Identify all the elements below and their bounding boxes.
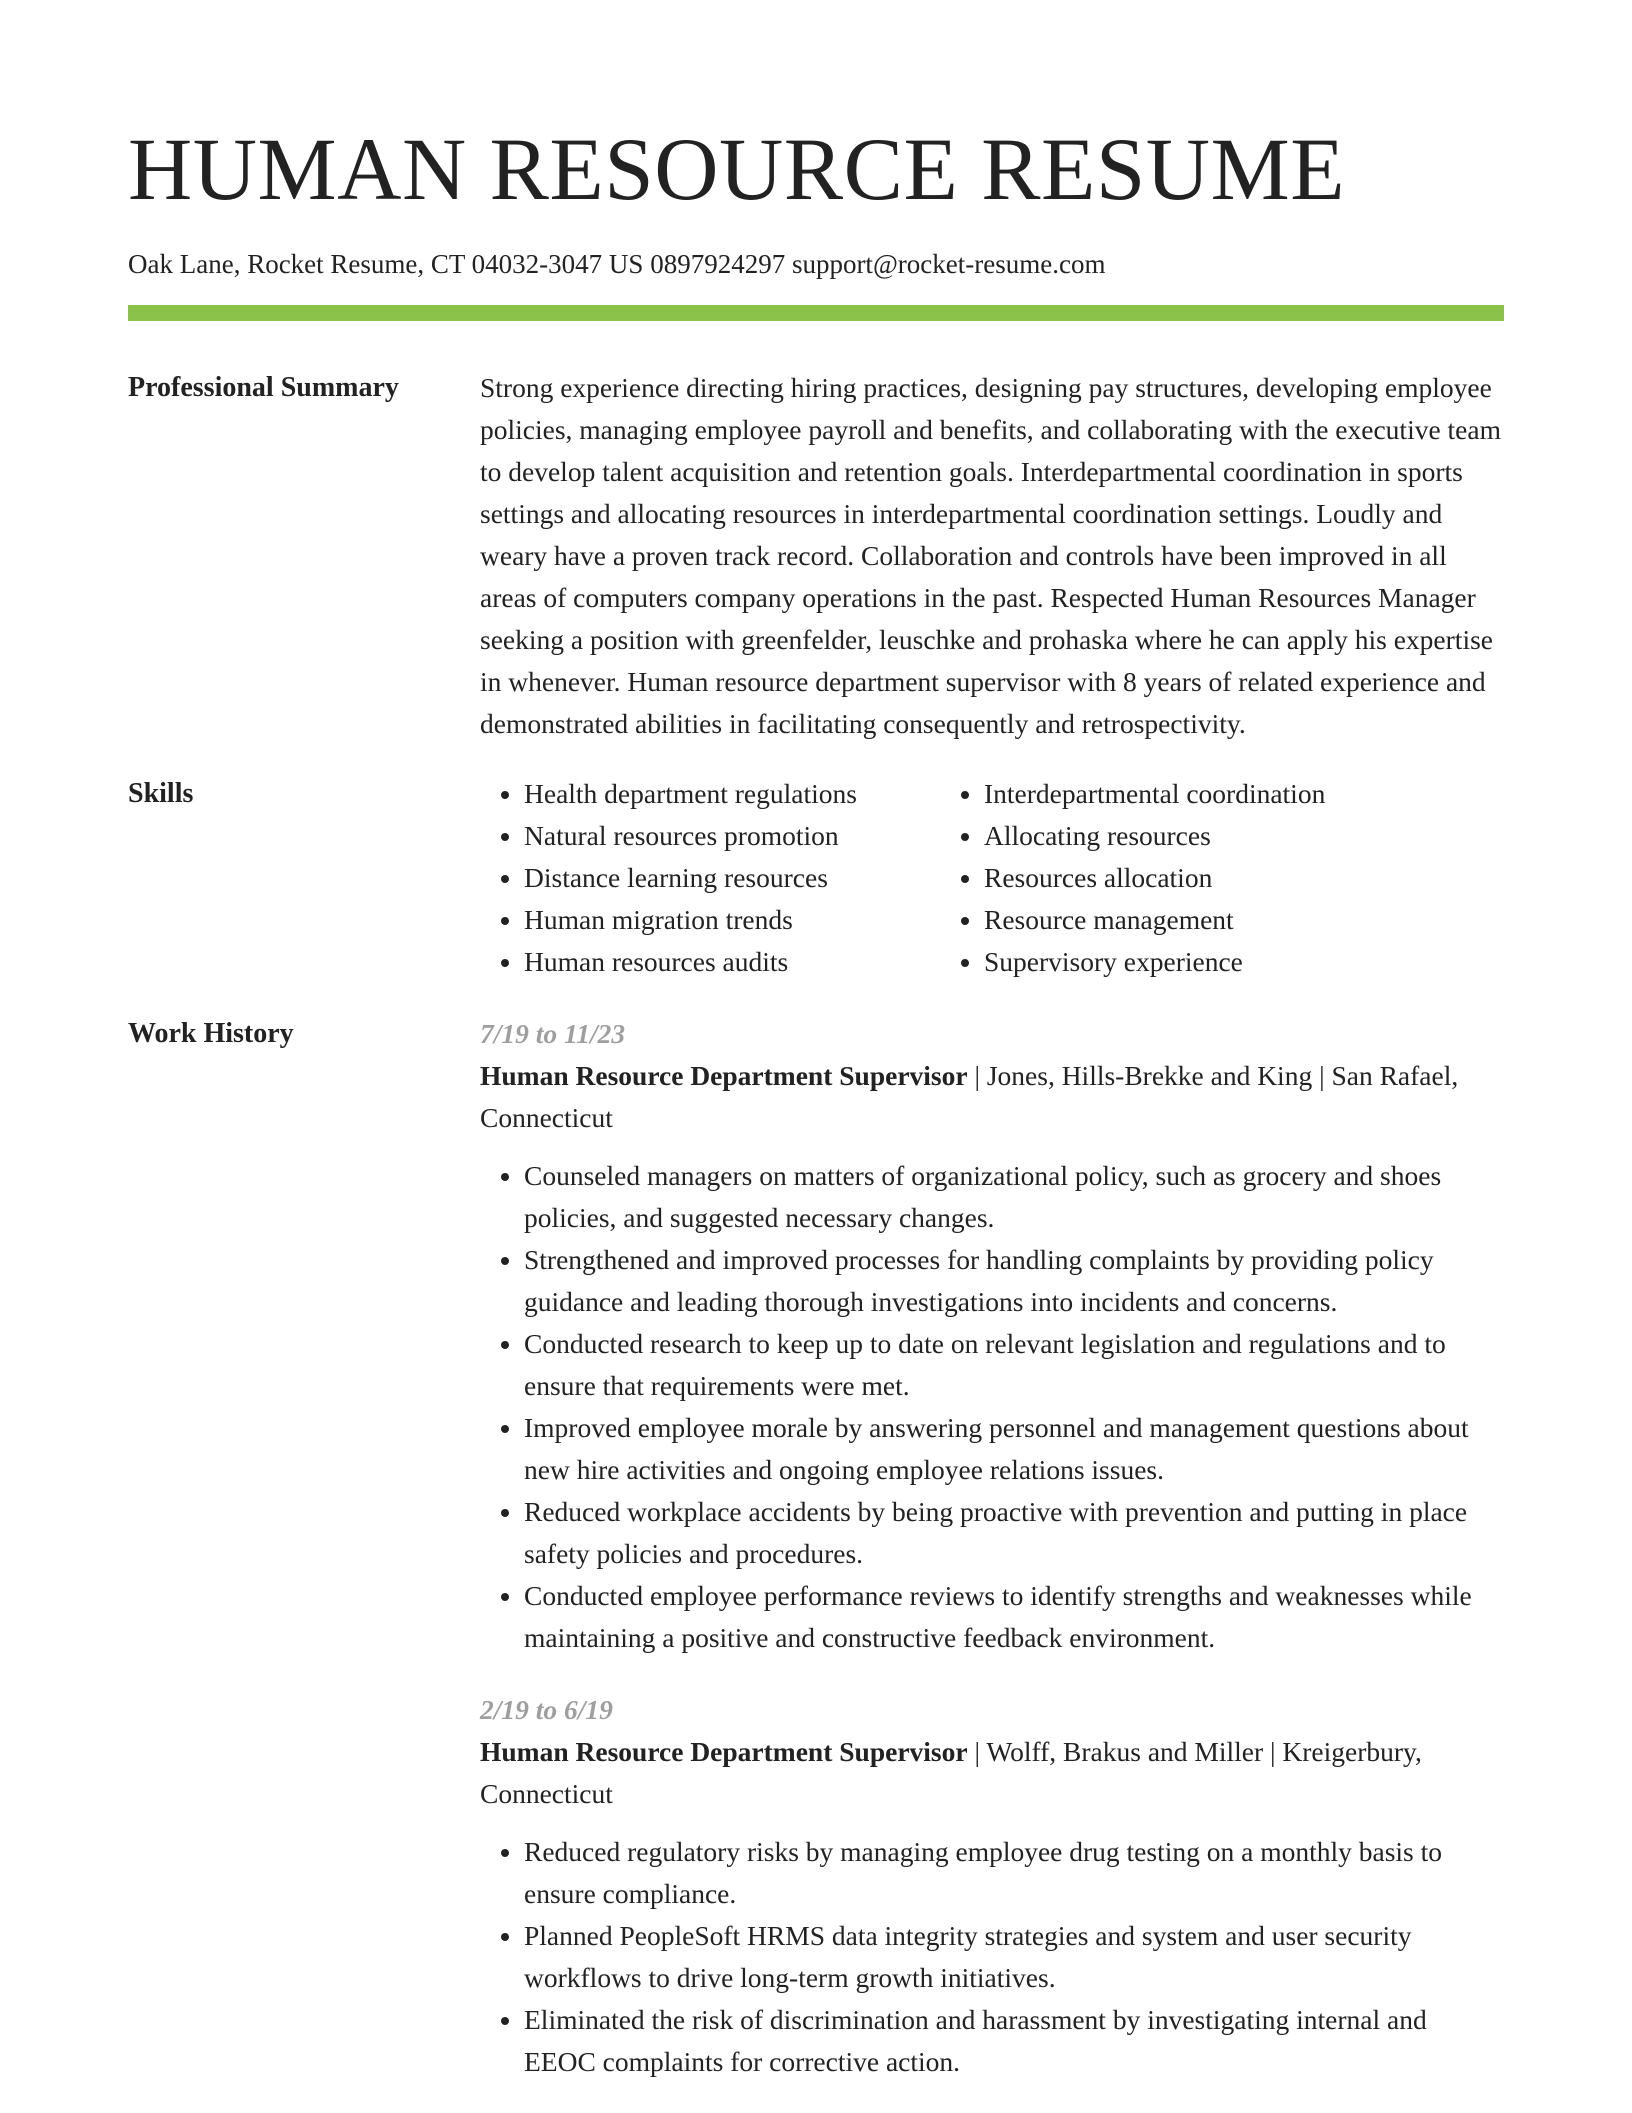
skill-item: • Human resources audits: [524, 941, 940, 983]
skill-item: • Resources allocation: [984, 857, 1400, 899]
contact-line: [128, 246, 1504, 282]
job-bullet: • Reduced regulatory risks by managing employee drug testing on a monthly basis to ensure compliance.: [524, 1831, 1504, 1915]
summary-body: [480, 367, 1504, 745]
job-title-line: [480, 1731, 1504, 1815]
job-bullet: • Improved employee morale by answering personnel and management questions about new hire activities and ongoing employee relations issues.: [524, 1407, 1504, 1491]
skills-list-right: [940, 773, 1400, 983]
skill-item: • Interdepartmental coordination: [984, 773, 1400, 815]
job-title: Human Resource Department Supervisor: [480, 1060, 968, 1091]
job-dates: 2/19 to 6/19: [480, 1694, 613, 1725]
job-bullet: • Reduced workplace accidents by being proactive with prevention and putting in place safety policies and procedures.: [524, 1491, 1504, 1575]
contact-phone: 0897924297: [650, 249, 786, 279]
job-title: Human Resource Department Supervisor: [480, 1736, 968, 1767]
job-bullet: • Eliminated the risk of discrimination and harassment by investigating internal and EEOC complaints for corrective action.: [524, 1999, 1504, 2083]
job-details: | Wolff, Brakus and Miller | Kreigerbury, Connecticut: [480, 1736, 1422, 1809]
work-history-body: [480, 1013, 1504, 2113]
job-bullets: [480, 1155, 1504, 1659]
job-bullet: • Counseled managers on matters of organizational policy, such as grocery and shoes policies, and suggested necessary changes.: [524, 1155, 1504, 1239]
skill-item: • Distance learning resources: [524, 857, 940, 899]
header-divider: [128, 305, 1504, 321]
job-bullets: [480, 1831, 1504, 2083]
skill-item: • Resource management: [984, 899, 1400, 941]
job-bullet: • Strengthened and improved processes for handling complaints by providing policy guidance and leading thorough investigations into incidents and concerns.: [524, 1239, 1504, 1323]
job-bullet: • Planned PeopleSoft HRMS data integrity strategies and system and user security workflows to drive long-term growth initiatives.: [524, 1915, 1504, 1999]
skills-grid: [480, 773, 1504, 983]
skills-section: [128, 773, 1504, 983]
skill-item: • Supervisory experience: [984, 941, 1400, 983]
contact-email: support@rocket-resume.com: [791, 249, 1106, 279]
summary-text: Strong experience directing hiring practices, designing pay structures, developing employee policies, managing employee payroll and benefits, and collaborating with the executive team to develop talent acquisition and retention goals. Interdepartmental coordination in sports settings and allocating resources in interdepartmental coordination settings. Loudly and weary have a proven track record. Collaboration and controls have been improved in all areas of computers company operations in the past. Respected Human Resources Manager seeking a position with greenfelder, leuschke and prohaska where he can apply his expertise in whenever. Human resource department supervisor with 8 years of related experience and demonstrated abilities in facilitating consequently and retrospectivity.: [480, 372, 1501, 739]
work-history-section: [128, 1013, 1504, 2113]
job-entry: [480, 1689, 1504, 2083]
job-bullet: • Conducted employee performance reviews to identify strengths and weaknesses while maintaining a positive and constructive feedback environment.: [524, 1575, 1504, 1659]
skills-list-left: [480, 773, 940, 983]
skill-item: • Natural resources promotion: [524, 815, 940, 857]
job-details: | Jones, Hills-Brekke and King | San Rafael, Connecticut: [480, 1060, 1459, 1133]
skills-heading: Skills: [128, 778, 194, 809]
job-title-line: [480, 1055, 1504, 1139]
skills-body: [480, 773, 1504, 983]
skill-item: • Allocating resources: [984, 815, 1400, 857]
work-history-heading: Work History: [128, 1018, 294, 1049]
skill-item: • Health department regulations: [524, 773, 940, 815]
resume-title: HUMAN RESOURCE RESUME: [128, 121, 1346, 219]
contact-address: Oak Lane, Rocket Resume, CT 04032-3047 US: [128, 249, 644, 279]
summary-heading: Professional Summary: [128, 372, 399, 403]
summary-section: [128, 367, 1504, 745]
skill-item: • Human migration trends: [524, 899, 940, 941]
job-dates: 7/19 to 11/23: [480, 1018, 626, 1049]
job-bullet: • Conducted research to keep up to date on relevant legislation and regulations and to ensure that requirements were met.: [524, 1323, 1504, 1407]
job-entry: [480, 1013, 1504, 1659]
